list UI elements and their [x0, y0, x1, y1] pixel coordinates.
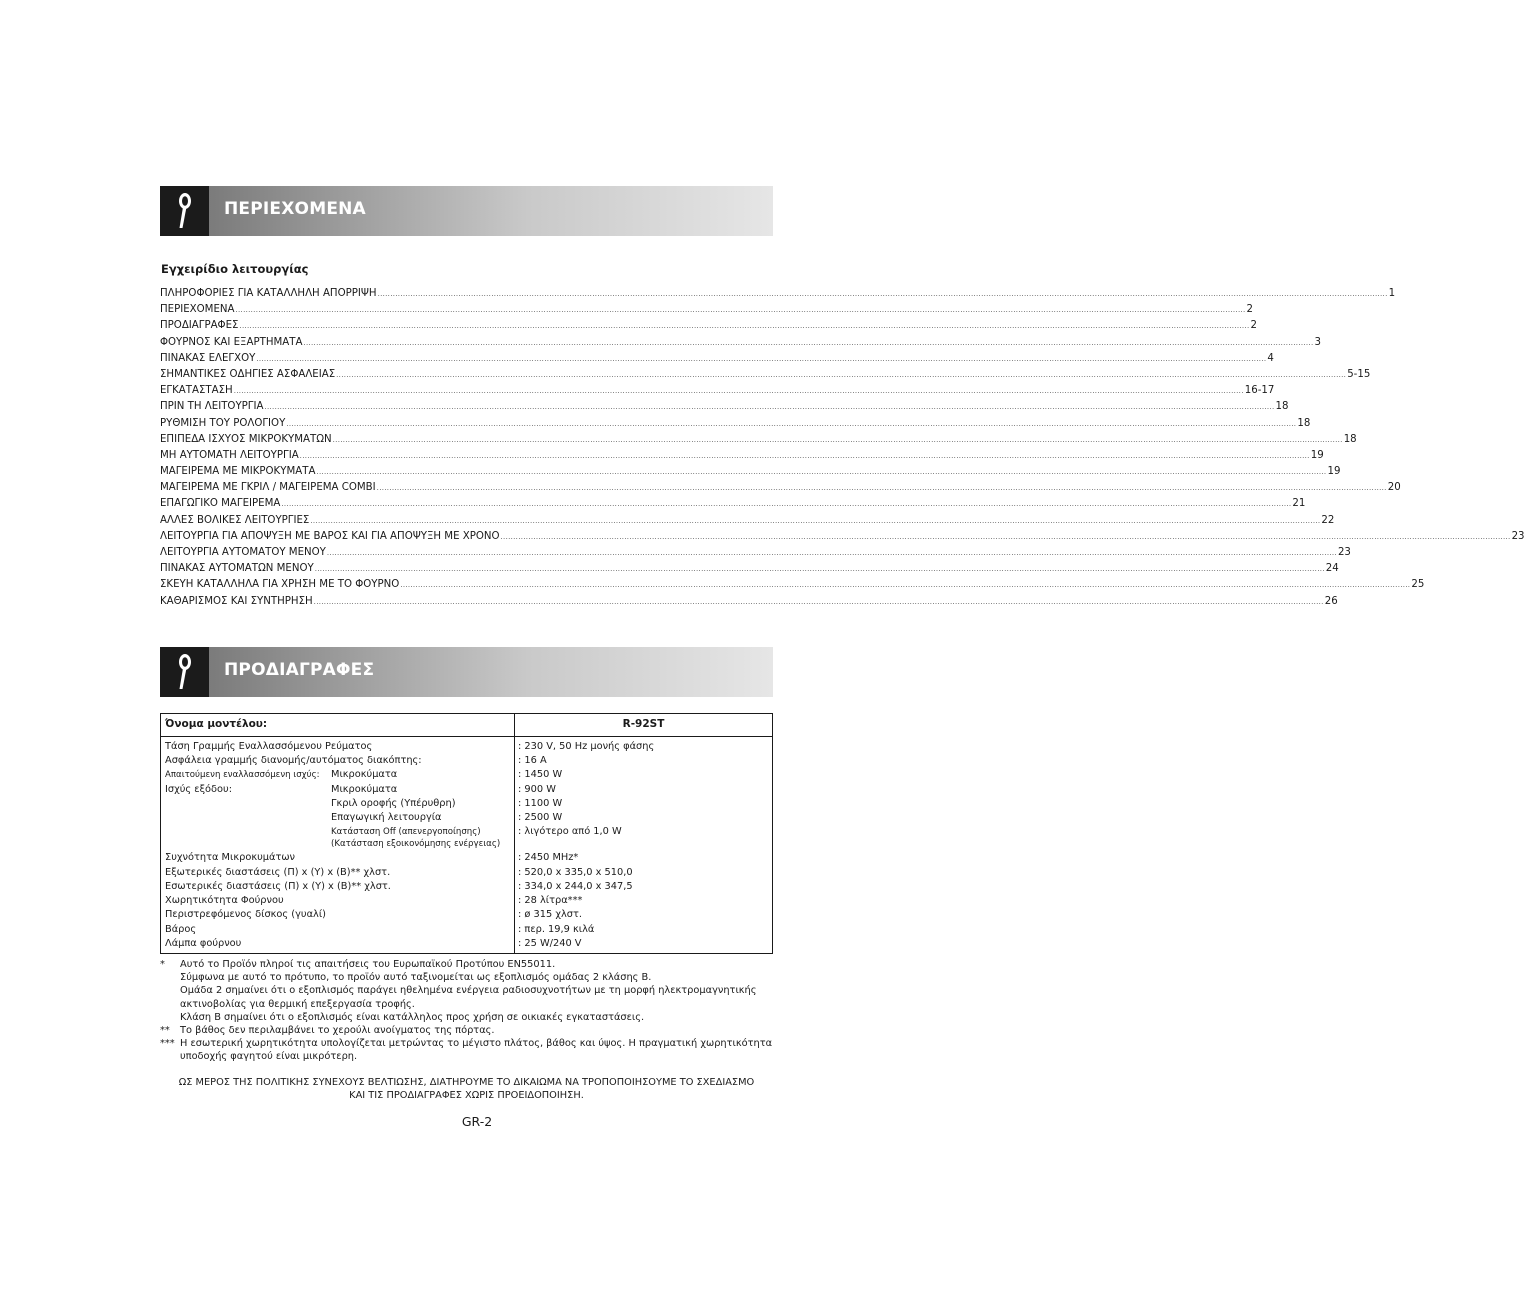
footnote-1-line-3: Ομάδα 2 σημαίνει ότι ο εξοπλισμός παράγει ηθελημένα ενέργεια ραδιοσυχνοτήτων με τη μορφή ηλεκτρομαγνητικής ακτινοβολίας για θερμική επεξεργασία τροφής.: [180, 985, 757, 1010]
turntable-value: : ø 315 χλστ.: [518, 909, 583, 920]
toc-entry-label: ΦΟΥΡΝΟΣ ΚΑΙ ΕΞΑΡΤΗΜΑΤΑ: [160, 336, 303, 348]
input-power-label: Απαιτούμενη εναλλασσόμενη ισχύς:: [165, 770, 320, 780]
turntable-label: Περιστρεφόμενος δίσκος (γυαλί): [165, 909, 326, 920]
footnote-3-marker: ***: [160, 1038, 175, 1050]
toc-entry: [160, 513, 1335, 529]
toc-dot-leader: ................................................................................................................................................................................................................................................................................................................................................................................................................: [377, 290, 1388, 298]
footnotes: [160, 958, 775, 1064]
toc-dot-leader: ................................................................................................................................................................................................................................................................................................................................................................................................................: [256, 354, 1267, 363]
toc-dot-leader: ................................................................................................................................................................................................................................................................................................................................................................................................................: [310, 516, 1321, 525]
toc-entry-label: ΠΙΝΑΚΑΣ ΑΥΤΟΜΑΤΩΝ ΜΕΝΟΥ: [160, 563, 314, 575]
output-power-label: Ισχύς εξόδου:: [165, 784, 232, 795]
contents-heading: ΠΕΡΙΕΧΟΜΕΝΑ: [224, 199, 366, 219]
toc-entry: [160, 383, 1275, 399]
toc-entry: [160, 432, 1357, 448]
toc-dot-leader: ................................................................................................................................................................................................................................................................................................................................................................................................................: [235, 306, 1246, 315]
specifications-table: [160, 713, 773, 954]
toc-entry-label: ΚΑΘΑΡΙΣΜΟΣ ΚΑΙ ΣΥΝΤΗΡΗΣΗ: [160, 595, 313, 607]
voltage-value: : 230 V, 50 Hz μονής φάσης: [518, 741, 655, 752]
toc-dot-leader: ................................................................................................................................................................................................................................................................................................................................................................................................................: [233, 387, 1244, 396]
toc-dot-leader: ................................................................................................................................................................................................................................................................................................................................................................................................................: [281, 500, 1292, 509]
toc-entry: [160, 367, 1371, 383]
policy-notice-line-2: ΚΑΙ ΤΙΣ ΠΡΟΔΙΑΓΡΑΦΕΣ ΧΩΡΙΣ ΠΡΟΕΙΔΟΠΟΙΗΣΗ.: [349, 1090, 584, 1102]
toc-entry-page: 20: [1387, 482, 1401, 494]
toc-entry-page: 3: [1314, 336, 1321, 348]
footnote-2-marker: **: [160, 1025, 170, 1037]
off-mode-sublabel: (Κατάσταση εξοικονόμησης ενέργειας): [331, 839, 501, 849]
footnote-1-line-4: Κλάση B σημαίνει ότι ο εξοπλισμός είναι κατάλληλος προς χρήση σε οικιακές εγκαταστάσεις.: [180, 1011, 645, 1023]
toc-entry: [160, 302, 1254, 318]
toc-dot-leader: ................................................................................................................................................................................................................................................................................................................................................................................................................: [326, 549, 1337, 557]
toc-dot-leader: ................................................................................................................................................................................................................................................................................................................................................................................................................: [376, 484, 1387, 493]
policy-notice: [160, 1076, 773, 1102]
toc-dot-leader: ................................................................................................................................................................................................................................................................................................................................................................................................................: [299, 451, 1310, 460]
toc-entry-label: ΠΕΡΙΕΧΟΜΕΝΑ: [160, 304, 235, 316]
spoon-info-icon: [160, 647, 209, 697]
toc-dot-leader: ................................................................................................................................................................................................................................................................................................................................................................................................................: [336, 370, 1347, 379]
toc-entry-page: 24: [1325, 563, 1339, 575]
footnote-2-text: Το βάθος δεν περιλαμβάνει το χερούλι ανοίγματος της πόρτας.: [180, 1025, 495, 1037]
toc-entry-page: 2: [1246, 304, 1254, 316]
output-grill-label: Γκριλ οροφής (Υπέρυθρη): [331, 798, 456, 809]
toc-entry: [160, 480, 1401, 496]
toc-entry-page: 5-15: [1347, 368, 1371, 380]
toc-entry-label: ΡΥΘΜΙΣΗ ΤΟΥ ΡΟΛΟΓΙΟΥ: [160, 417, 286, 429]
input-power-sub: Μικροκύματα: [331, 769, 398, 780]
output-induction-label: Επαγωγική λειτουργία: [331, 812, 442, 823]
external-dimensions-label: Εξωτερικές διαστάσεις (Π) x (Υ) x (Β)** χλστ.: [165, 867, 391, 878]
toc-entry: [160, 335, 1321, 351]
output-induction-value: : 2500 W: [518, 812, 563, 823]
weight-label: Βάρος: [165, 924, 197, 935]
toc-dot-leader: ................................................................................................................................................................................................................................................................................................................................................................................................................: [313, 597, 1324, 606]
toc-entry-page: 23: [1511, 530, 1525, 542]
page-number: GR-2: [461, 1114, 493, 1129]
toc-entry: [160, 286, 1396, 302]
weight-value: : περ. 19,9 κιλά: [518, 924, 595, 935]
header-divider: [161, 736, 772, 737]
footnote-3-text: Η εσωτερική χωρητικότητα υπολογίζεται μετρώντας το μέγιστο πλάτος, βάθος και ύψος. Η πραγματική χωρητικότητα υποδοχής φαγητού είναι μικρότερη.: [180, 1038, 773, 1063]
toc-entry-label: ΣΗΜΑΝΤΙΚΕΣ ΟΔΗΓΙΕΣ ΑΣΦΑΛΕΙΑΣ: [160, 368, 336, 380]
toc-entry-label: ΕΠΙΠΕΔΑ ΙΣΧΥΟΣ ΜΙΚΡΟΚΥΜΑΤΩΝ: [160, 433, 332, 445]
toc-entry-page: 19: [1327, 466, 1341, 478]
column-divider: [514, 714, 515, 953]
toc-entry-page: 16-17: [1244, 385, 1275, 397]
toc-entry-label: ΛΕΙΤΟΥΡΓΙΑ ΑΥΤΟΜΑΤΟΥ ΜΕΝΟΥ: [160, 547, 326, 558]
output-microwave-value: : 900 W: [518, 784, 556, 795]
toc-entry-label: ΕΓΚΑΤΑΣΤΑΣΗ: [160, 385, 233, 397]
toc-entry: [160, 351, 1274, 367]
footnote-1-marker: *: [160, 959, 165, 970]
toc-entry-label: ΛΕΙΤΟΥΡΓΙΑ ΓΙΑ ΑΠΟΨΥΞΗ ΜΕ ΒΑΡΟΣ ΚΑΙ ΓΙΑ ΑΠΟΨΥΞΗ ΜΕ ΧΡΟΝΟ: [160, 530, 500, 542]
toc-entry-label: ΠΡΟΔΙΑΓΡΑΦΕΣ: [160, 320, 239, 332]
footnote-1-line-2: Σύμφωνα με αυτό το πρότυπο, το προϊόν αυτό ταξινομείται ως εξοπλισμός ομάδας 2 κλάσης B.: [180, 972, 652, 984]
off-mode-label: Κατάσταση Off (απενεργοποίησης): [331, 827, 481, 837]
toc-entry-label: ΣΚΕΥΗ ΚΑΤΑΛΛΗΛΑ ΓΙΑ ΧΡΗΣΗ ΜΕ ΤΟ ΦΟΥΡΝΟ: [160, 579, 400, 591]
model-name-label: Όνομα μοντέλου:: [165, 718, 268, 730]
toc-dot-leader: ................................................................................................................................................................................................................................................................................................................................................................................................................: [239, 322, 1250, 331]
output-microwave-label: Μικροκύματα: [331, 784, 398, 795]
fuse-label: Ασφάλεια γραμμής διανομής/αυτόματος διακόπτης:: [165, 755, 422, 766]
toc-entry: [160, 577, 1425, 593]
toc-entry-label: ΑΛΛΕΣ ΒΟΛΙΚΕΣ ΛΕΙΤΟΥΡΓΙΕΣ: [160, 514, 310, 526]
toc-entry-page: 22: [1321, 514, 1335, 526]
lamp-label: Λάμπα φούρνου: [165, 938, 242, 949]
toc-entry-label: ΜΑΓΕΙΡΕΜΑ ΜΕ ΜΙΚΡΟΚΥΜΑΤΑ: [160, 466, 316, 478]
footnote-1-line-1: Αυτό το Προϊόν πληροί τις απαιτήσεις του Ευρωπαϊκού Προτύπου EN55011.: [180, 959, 556, 970]
toc-dot-leader: ................................................................................................................................................................................................................................................................................................................................................................................................................: [264, 403, 1275, 412]
footnote-1: [160, 958, 775, 1024]
policy-notice-line-1: ΩΣ ΜΕΡΟΣ ΤΗΣ ΠΟΛΙΤΙΚΗΣ ΣΥΝΕΧΟΥΣ ΒΕΛΤΙΩΣΗΣ, ΔΙΑΤΗΡΟΥΜΕ ΤΟ ΔΙΚΑΙΩΜΑ ΝΑ ΤΡΟΠΟΠΟΙΗΣΟΥΜΕ ΤΟ ΣΧΕΔΙΑΣΜΟ: [178, 1077, 755, 1088]
footnote-2: [160, 1024, 775, 1037]
toc-entry-page: 21: [1292, 498, 1306, 510]
toc-entry-page: 18: [1343, 433, 1357, 445]
toc-entry-label: ΠΡΙΝ ΤΗ ΛΕΙΤΟΥΡΓΙΑ: [160, 401, 264, 413]
toc-entry: [160, 464, 1341, 480]
frequency-label: Συχνότητα Μικροκυμάτων: [165, 852, 296, 863]
toc-dot-leader: ................................................................................................................................................................................................................................................................................................................................................................................................................: [314, 565, 1325, 574]
toc-entry-label: ΕΠΑΓΩΓΙΚΟ ΜΑΓΕΙΡΕΜΑ: [160, 498, 281, 510]
toc-entry: [160, 416, 1311, 432]
toc-entry-label: ΠΙΝΑΚΑΣ ΕΛΕΓΧΟΥ: [160, 352, 256, 364]
toc-dot-leader: ................................................................................................................................................................................................................................................................................................................................................................................................................: [500, 532, 1511, 541]
model-name-value: R-92ST: [622, 718, 665, 730]
specifications-banner: [160, 647, 773, 697]
capacity-label: Χωρητικότητα Φούρνου: [165, 895, 284, 906]
off-mode-value: : λιγότερο από 1,0 W: [518, 826, 622, 837]
output-grill-value: : 1100 W: [518, 798, 563, 809]
toc-entry: [160, 545, 1351, 561]
toc-entry-page: 18: [1275, 401, 1289, 413]
manual-subtitle: Εγχειρίδιο λειτουργίας: [161, 262, 309, 276]
toc-entry-label: ΠΛΗΡΟΦΟΡΙΕΣ ΓΙΑ ΚΑΤΑΛΛΗΛΗ ΑΠΟΡΡΙΨΗ: [160, 288, 377, 299]
voltage-label: Τάση Γραμμής Εναλλασσόμενου Ρεύματος: [165, 741, 373, 752]
toc-dot-leader: ................................................................................................................................................................................................................................................................................................................................................................................................................: [316, 468, 1327, 477]
toc-entry: [160, 399, 1289, 415]
table-of-contents: [160, 286, 1525, 610]
toc-dot-leader: ................................................................................................................................................................................................................................................................................................................................................................................................................: [332, 435, 1343, 444]
toc-entry: [160, 318, 1257, 334]
internal-dimensions-label: Εσωτερικές διαστάσεις (Π) x (Υ) x (Β)** χλστ.: [165, 881, 391, 892]
internal-dimensions-value: : 334,0 x 244,0 x 347,5: [518, 881, 633, 892]
spoon-info-icon: [160, 186, 209, 236]
toc-entry-page: 26: [1324, 595, 1338, 607]
input-power-value: : 1450 W: [518, 769, 563, 780]
toc-entry: [160, 448, 1324, 464]
frequency-value: : 2450 MHz*: [518, 852, 579, 863]
toc-entry-page: 18: [1297, 417, 1311, 429]
toc-dot-leader: ................................................................................................................................................................................................................................................................................................................................................................................................................: [400, 581, 1411, 590]
toc-dot-leader: ................................................................................................................................................................................................................................................................................................................................................................................................................: [286, 419, 1297, 428]
toc-entry: [160, 529, 1525, 545]
specifications-heading: ΠΡΟΔΙΑΓΡΑΦΕΣ: [224, 660, 375, 680]
toc-entry: [160, 594, 1338, 610]
toc-entry-page: 2: [1250, 320, 1257, 332]
external-dimensions-value: : 520,0 x 335,0 x 510,0: [518, 867, 633, 878]
toc-entry-page: 19: [1310, 449, 1324, 461]
toc-entry-label: ΜΑΓΕΙΡΕΜΑ ΜΕ ΓΚΡΙΛ / ΜΑΓΕΙΡΕΜΑ COMBI: [160, 482, 376, 494]
lamp-value: : 25 W/240 V: [518, 938, 582, 949]
toc-entry: [160, 561, 1339, 577]
capacity-value: : 28 λίτρα***: [518, 895, 583, 906]
contents-banner: [160, 186, 773, 236]
toc-entry-page: 25: [1411, 579, 1425, 591]
toc-entry-page: 4: [1267, 352, 1274, 364]
toc-entry: [160, 496, 1306, 512]
toc-entry-page: 23: [1337, 547, 1351, 558]
fuse-value: : 16 A: [518, 755, 547, 766]
toc-dot-leader: ................................................................................................................................................................................................................................................................................................................................................................................................................: [303, 338, 1314, 347]
toc-entry-page: 1: [1388, 288, 1396, 299]
toc-entry-label: ΜΗ ΑΥΤΟΜΑΤΗ ΛΕΙΤΟΥΡΓΙΑ: [160, 449, 299, 461]
footnote-3: [160, 1037, 775, 1063]
